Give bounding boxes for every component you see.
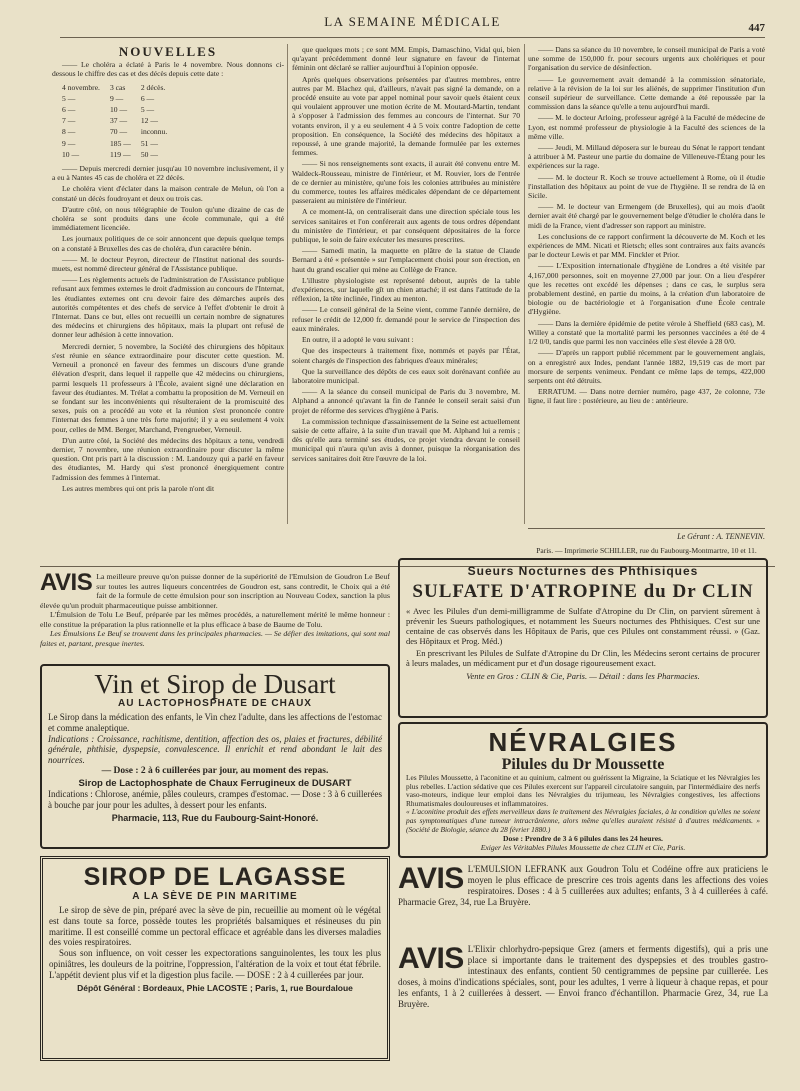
paragraph: —— A la séance du conseil municipal de Paris du 3 novembre, M. Alphand a annoncé qu'avant la fin de l'année le conseil serait saisi d'un projet de réforme des services d'hygiène à Paris. bbox=[292, 387, 520, 415]
stats-row bbox=[62, 83, 175, 92]
ad-text: Les Pilules Moussette, à l'aconitine et au quinium, calment ou guérissent la Migraine, la Sciatique et les Névralgies les plus rebelles. L'action sédative que ces Pilules exercent sur l'appareil circulatoire sanguin, par l'intermédiaire des nerfs vaso-moteurs, indique leur emploi dans les Névralgies du trijumeau, les Névralgies congestives, les affections Rhumatismales douloureuses et inflammatoires. bbox=[406, 773, 760, 808]
paragraph: D'un autre côté, la Société des médecins des hôpitaux a tenu, vendredi dernier, 7 novembre, une réunion extraordinaire pour discuter la même question. Ont pris part à la discussion : M. Landouzy qui a parlé en faveur des étudiantes, M. Hardy qui s'est prononcé énergiquement contre l'admission des femmes à l'internat. bbox=[52, 435, 284, 482]
ad-moussette bbox=[398, 722, 768, 858]
paragraph: —— M. le docteur van Ermengem (de Bruxelles), qui au mois d'août dernier avait été chargé par le gouvernement belge d'étudier le choléra dans le midi de la France, vient d'adresser son rapport au ministre. bbox=[528, 202, 765, 230]
ad-emulsion-lefrank bbox=[398, 864, 768, 930]
paragraph: —— Dans la dernière épidémie de petite vérole à Sheffield (683 cas), M. Willey a constaté que la mortalité parmi les personnes vaccinées a été de 4 1/2 0/0, tandis que parmi les non vaccinées elle s'est élevée à 28 0/0. bbox=[528, 318, 765, 347]
stats-cell: 70 — bbox=[109, 127, 128, 137]
paragraph: ERRATUM. — Dans notre dernier numéro, page 437, 2e colonne, 73e ligne, il faut lire : postérieure, au lieu de : antérieure. bbox=[528, 387, 765, 406]
ad-text: Sous son influence, on voit cesser les expectorations sanguinolentes, les toux les plus opiniâtres, les douleurs de la poitrine, l'oppression, l'altération de la voix et tout état fébrile. L'appétit devient plus vif et la digestion plus facile. — DOSE : 2 à 4 cuillerées par jour. bbox=[49, 948, 381, 980]
paragraph: A ce moment-là, on centraliserait dans une direction spéciale tous les services sanitaires et l'on conférerait aux agents de tous ordres dépendant du ministère de l'intérieur, et par conséquent dépositaires de la force publique, le soin de faire exécuter les mesures prescrites. bbox=[292, 207, 520, 245]
paragraph: —— D'après un rapport publié récemment par le gouvernement anglais, on a enregistré aux Indes, pendant l'année 1882, 19,519 cas de mort par morsure de serpents venimeux. Pendant ce même laps de temps, 422,000 serpents ont été détruits. bbox=[528, 348, 765, 385]
paragraph: Les autres membres qui ont pris la parole n'ont dit bbox=[62, 483, 215, 493]
ad-subtitle: Pilules du Dr Moussette bbox=[501, 756, 665, 773]
stats-row bbox=[62, 150, 175, 159]
editor-signature: Le Gérant : A. TENNEVIN. bbox=[528, 528, 765, 541]
cholera-stats-table bbox=[60, 81, 177, 161]
ad-dusart bbox=[40, 664, 390, 849]
ad-subtitle: Sirop de Lactophosphate de Chaux Ferrugineux de DUSART bbox=[78, 777, 352, 789]
masthead bbox=[60, 10, 765, 38]
paragraph: —— Le choléra a éclaté à Paris le 4 novembre. Nous donnons ci-dessous le chiffre des cas et des décès depuis cette date : bbox=[52, 60, 284, 79]
ad-avis-heading: AVIS bbox=[40, 572, 93, 596]
column-divider bbox=[287, 44, 288, 524]
ad-goudron-le-beuf bbox=[40, 572, 390, 662]
ad-footer: Vente en Gros : CLIN & Cie, Paris. — Détail : dans les Pharmacies. bbox=[466, 671, 700, 681]
ad-subtitle: A LA SÈVE DE PIN MARITIME bbox=[132, 891, 298, 902]
ad-atropine-clin bbox=[398, 558, 768, 718]
ad-avis-heading: AVIS bbox=[398, 864, 464, 895]
paragraph: —— M. le docteur R. Koch se trouve actuellement à Rome, où il étudie l'installation des hôpitaux au point de vue de l'hygiène. Il se rendra de là en Sicile. bbox=[528, 172, 765, 201]
ad-title: NÉVRALGIES bbox=[488, 727, 678, 757]
ad-dose: Dose : Prendre de 3 à 6 pilules dans les 24 heures. bbox=[503, 834, 663, 844]
ad-text: Indications : Chlorose, anémie, pâles couleurs, crampes d'estomac. — Dose : 3 à 6 cuillerées à bouche par jour pour les adultes, à dessert pour les enfants. bbox=[48, 788, 382, 810]
stats-cell: 50 — bbox=[140, 149, 158, 159]
ad-text: « Avec les Pilules d'un demi-milligramme de Sulfate d'Atropine du Dr Clin, on parvient sûrement à prévenir les Sueurs pathologiques, et notamment les Sueurs nocturnes des Phthisiques. C'est sur une centaine de cas observés dans les Hôpitaux de Paris, que ces Pilules ont constamment réussi. » (Gaz. des Hôpitaux et Prog. Méd.) bbox=[406, 606, 760, 646]
section-title: NOUVELLES bbox=[118, 45, 218, 59]
stats-cell: 8 — bbox=[62, 127, 76, 137]
ad-text: Les Émulsions Le Beuf se trouvent dans les principales pharmacies. — Se défier des imitations, qui sont mal faites et, partant, presque inertes. bbox=[40, 629, 390, 648]
stats-row bbox=[62, 127, 175, 136]
paragraph: Que des inspecteurs à traitement fixe, nommés et payés par l'État, soient chargés de l'inspection des fabriques d'eaux minérales; bbox=[292, 346, 520, 365]
paragraph: —— Samedi matin, la maquette en plâtre de la statue de Claude Bernard a été « présentée » sur l'emplacement choisi pour son érection, en haut du grand escalier qui mène au Collège de France. bbox=[292, 246, 520, 274]
ad-text: L'Émulsion de Tolu Le Beuf, préparée par les mêmes procédés, a naturellement mérité le même honneur : elle constitue la préparation la plus rationnelle et la plus efficace à base de Baume de Tolu. bbox=[40, 610, 390, 629]
ad-subtitle: AU LACTOPHOSPHATE DE CHAUX bbox=[118, 698, 312, 709]
ad-address: Dépôt Général : Bordeaux, Phie LACOSTE ; Paris, 1, rue Bourdaloue bbox=[77, 982, 353, 993]
paragraph: —— Le gouvernement avait demandé à la commission sénatoriale, relative à la révision de la loi sur les aliénés, de supprimer l'institution d'un conseil supérieur de surveillance. Cette demande a été repoussée par la commission dans la séance qu'elle a tenu aujourd'hui mardi. bbox=[528, 74, 765, 112]
paragraph: —— Dans sa séance du 10 novembre, le conseil municipal de Paris a voté une somme de 150,000 fr. pour secours urgents aux cholériques et pour l'organisation du service de désinfection. bbox=[528, 45, 765, 73]
news-column-2 bbox=[292, 45, 520, 518]
stats-cell: inconnu. bbox=[140, 127, 168, 137]
ad-title: SULFATE D'ATROPINE du Dr CLIN bbox=[412, 581, 754, 602]
ad-avis-heading: AVIS bbox=[398, 944, 464, 975]
paragraph: Mercredi dernier, 5 novembre, la Société des chirurgiens des hôpitaux s'est réunie en séance extraordinaire pour discuter cette question. M. Verneuil a prononcé en faveur des femmes un discours d'une grande élévation d'esprit, dans lequel il rappelle que 42 médecins ou chirurgiens, parmi lesquels 11 professeurs à l'École, avaient signé une déclaration en faveur des étudiantes. M. Trélat a combattu la proposition de M. Verneuil en se fondant sur les inconvénients qui résulteraient de la promiscuité des sexes, puis on a procédé au vote et la réunion s'est prononcée contre l'internat des femmes à une très forte majorité; il y a eu seulement 4 voix pour, celles de MM. Berger, Marchand, Prengrueber, Verneuil. bbox=[52, 341, 284, 434]
paragraph: La commission technique d'assainissement de la Seine est actuellement saisie de cette affaire, à la suite d'un travail que M. Alphand lui a remis ; dès qu'elle aura terminé ses études, ce projet viendra devant le conseil municipal qui n'aura qu'un avis à donner, puisque la réorganisation des services sanitaires doit être l'œuvre de la loi. bbox=[292, 416, 520, 463]
paragraph: —— Jeudi, M. Millaud déposera sur le bureau du Sénat le rapport tendant à attribuer à M. Pasteur une partie du domaine de Villeneuve-l'Étang pour les expériences sur la rage. bbox=[528, 143, 765, 171]
paragraph: Les conclusions de ce rapport confirment la découverte de M. Koch et les expériences de MM. Nicati et Rietsch; elles sont contraires aux faits avancés par le docteur Lewis et par MM. Finckler et Prior. bbox=[528, 231, 765, 260]
column-divider bbox=[524, 44, 525, 524]
paragraph: L'illustre physiologiste est représenté debout, auprès de la table d'expériences, sur laquelle gît un chien attaché; il est dans l'attitude de la réflexion, la tête inclinée, l'index au menton. bbox=[292, 275, 520, 304]
ad-text: Le sirop de sève de pin, préparé avec la sève de pin, recueillie au moment où le végétal est dans toute sa force, possède toutes les propriétés balsamiques et résineuses du pin maritime. Il est conseillé comme un pectoral efficace et agréable dans les diverses maladies des voies respiratoires. bbox=[49, 905, 381, 948]
stats-cell: 9 — bbox=[62, 138, 76, 148]
paragraph: Après quelques observations présentées par d'autres membres, entre autres par M. Blachez qui, d'ailleurs, n'avait pas signé la demande, on a procédé ensuite au vote par appel nominal pour savoir quels étaient ceux qui voulaient approuver une motion écrite de M. Moutard-Martin, tendant à s'opposer à l'admission des femmes au concours de l'internat. Sur 70 votants environ, il y a eu seulement 4 à 5 voix contre l'adoption de cette proposition. En conséquence, la Société des médecins des hôpitaux a repoussé, à une grande majorité, la demande formulée par les externes femmes. bbox=[292, 74, 520, 158]
paragraph: Que la surveillance des dépôts de ces eaux soit dorénavant confiée au laboratoire municipal. bbox=[292, 366, 520, 385]
ad-header: Sueurs Nocturnes des Phthisiques bbox=[467, 564, 699, 578]
paragraph: En outre, il a adopté le vœu suivant : bbox=[302, 335, 414, 345]
journal-title: LA SEMAINE MÉDICALE bbox=[324, 14, 501, 29]
stats-cell: 12 — bbox=[140, 116, 158, 126]
stats-cell: 6 — bbox=[62, 105, 76, 115]
printer-imprint: Paris. — Imprimerie SCHILLER, rue du Faubourg-Montmartre, 10 et 11. bbox=[536, 546, 757, 555]
paragraph: que quelques mots ; ce sont MM. Empis, Damaschino, Vidal qui, bien qu'ayant précédemment donné leur signature en faveur de l'internat féminin ont déclaré se rallier aujourd'hui à l'opinion opposée. bbox=[292, 45, 520, 73]
ad-title: Vin et Sirop de Dusart bbox=[94, 669, 336, 699]
stats-cell: 37 — bbox=[109, 116, 128, 126]
stats-row bbox=[62, 94, 175, 103]
paragraph: Les journaux politiques de ce soir annoncent que depuis quelque temps on a constaté à Bruxelles des cas de choléra, d'un caractère bénin. bbox=[52, 234, 284, 253]
stats-cell: 51 — bbox=[140, 138, 158, 148]
stats-cell: 4 novembre. bbox=[62, 82, 100, 92]
paragraph: —— Le conseil général de la Seine vient, comme l'année dernière, de refuser le crédit de 12,000 fr. demandé pour le service de l'inspection des eaux minérales. bbox=[292, 305, 520, 333]
stats-cell: 5 — bbox=[140, 105, 155, 115]
stats-cell: 10 — bbox=[109, 105, 128, 115]
stats-cell: 119 — bbox=[109, 149, 131, 159]
ad-text: En prescrivant les Pilules de Sulfate d'Atropine du Dr Clin, les Médecins seront certains de procurer à leurs malades, un médicament pur et d'un dosage rigoureusement exact. bbox=[406, 648, 760, 668]
stats-cell: 7 — bbox=[62, 116, 76, 126]
paragraph: D'autre côté, on nous télégraphie de Toulon qu'une dizaine de cas de choléra se sont produits dans une école communale, qui a été immédiatement licenciée. bbox=[52, 204, 284, 233]
stats-cell: 10 — bbox=[62, 149, 80, 159]
ad-address: Pharmacie, 113, Rue du Faubourg-Saint-Honoré. bbox=[111, 812, 319, 823]
paragraph: Le choléra vient d'éclater dans la maison centrale de Melun, où l'on a constaté un décès foudroyant et deux ou trois cas. bbox=[52, 184, 284, 203]
ad-text: Indications : Croissance, rachitisme, dentition, affection des os, plaies et fractures, débilité générale, phthisie, dyspepsie, convalescence. Il enrichit et rend abondant le lait des nourrices. bbox=[48, 733, 382, 766]
stats-cell: 9 — bbox=[109, 93, 124, 103]
stats-cell: 185 — bbox=[109, 138, 131, 148]
stats-cell: 3 cas bbox=[109, 82, 126, 92]
ad-elixir-grez bbox=[398, 944, 768, 1044]
stats-row bbox=[62, 116, 175, 125]
ad-text: La meilleure preuve qu'on puisse donner de la supériorité de l'Emulsion de Goudron Le Beuf sur toutes les autres liqueurs concentrées de Goudron est, sans contredit, le Choix qui a été fait de la formule de cette émulsion pour son inscription au Nouveau Codex, sanction la plus élevée qu'un produit pharmaceutique puisse ambitionner. bbox=[40, 572, 390, 610]
stats-row bbox=[62, 139, 175, 148]
ad-text: « L'aconitine produit des effets merveilleux dans le traitement des Névralgies faciales, à la condition qu'elles ne soient pas symptomatiques d'une tumeur intracrânienne, alors même qu'elles auraient résisté à d'autres médicaments. » (Société de Biologie, séance du 28 février 1880.) bbox=[406, 807, 760, 834]
ad-text: L'Elixir chlorhydro-pepsique Grez (amers et ferments digestifs), qui a pris une place si importante dans le traitement des dyspepsies et des troubles gastro-intestinaux des enfants, contient 50 centigrammes de pepsine par cuillerée. Les doses, à moins d'indications spéciales, sont, pour les adultes, 1 verre à liqueur à chaque repas, et pour les enfants, 1 à 2 cuillerées à dessert. — Envoi franco d'échantillon. Pharmacie Grez, 34, rue La Bruyère. bbox=[398, 944, 768, 1009]
ad-text: L'EMULSION LEFRANK aux Goudron Tolu et Codéine offre aux praticiens le moyen le plus efficace de prescrire ces trois agents dans les affections des voies respiratoires. Doses : 4 à 5 cuillerées aux adultes; enfants, 3 à 4 cuillerées à café. Pharmacie Grez, 34, rue La Bruyère. bbox=[398, 864, 768, 907]
paragraph: —— Depuis mercredi dernier jusqu'au 10 novembre inclusivement, il y a eu à Nantes 45 cas de choléra et 22 décès. bbox=[52, 164, 284, 183]
ad-lagasse bbox=[40, 856, 390, 1061]
paragraph: —— Si nos renseignements sont exacts, il aurait été convenu entre M. Waldeck-Rousseau, ministre de l'intérieur, et M. Rouvier, lors de l'entrée de ce dernier au ministère, qu'une fois les colonies attribuées au ministère du commerce, toutes les affaires médicales dépendant de ce département passeraient au ministère de l'intérieur. bbox=[292, 159, 520, 206]
paragraph: —— M. le docteur Peyron, directeur de l'Institut national des sourds-muets, est nommé directeur général de l'Assistance publique. bbox=[52, 254, 284, 274]
news-column-1 bbox=[52, 45, 284, 518]
paragraph: —— M. le docteur Arloing, professeur agrégé à la Faculté de médecine de Lyon, est nommé professeur de physiologie à la Faculté des sciences de la même ville. bbox=[528, 113, 765, 141]
ad-footer: Exiger les Véritables Pilules Moussette de chez CLIN et Cie, Paris. bbox=[480, 843, 686, 853]
stats-cell: 2 décès. bbox=[140, 82, 166, 92]
ad-text: Le Sirop dans la médication des enfants, le Vin chez l'adulte, dans les affections de l'estomac et comme analeptique. bbox=[48, 712, 383, 733]
stats-row bbox=[62, 105, 175, 114]
paragraph: —— L'Exposition internationale d'hygiène de Londres a été visitée par 4,167,000 personnes, soit en moyenne 27,000 par jour. On a lieu d'espérer que les recettes ont excédé les dépenses ; dans ce cas, le surplus sera probablement destiné, en partie du moins, à la création d'un laboratoire de biologie ou de bactériologie et à l'organisation d'une École centrale d'Hygiène. bbox=[528, 261, 765, 317]
stats-cell: 5 — bbox=[62, 93, 76, 103]
paragraph: —— Les règlements actuels de l'administration de l'Assistance publique refusant aux femmes externes le droit d'admission au concours de l'Internat, les étudiantes externes ont cru devoir faire des démarches auprès des autorités compétentes et des chefs de service à l'effet d'obtenir le droit à l'Internat. Dans ce but, elles ont recueilli un certain nombre de signatures des médecins et chirurgiens des hôpitaux, mais la plupart ont refusé de donner leur adhésion à cette innovation. bbox=[52, 275, 284, 340]
ad-title: SIROP DE LAGASSE bbox=[83, 863, 347, 891]
ad-dose: — Dose : 2 à 6 cuillerées par jour, au moment des repas. bbox=[101, 765, 329, 776]
stats-cell: 6 — bbox=[140, 93, 155, 103]
page-number: 447 bbox=[748, 22, 765, 34]
news-column-3 bbox=[528, 45, 765, 518]
